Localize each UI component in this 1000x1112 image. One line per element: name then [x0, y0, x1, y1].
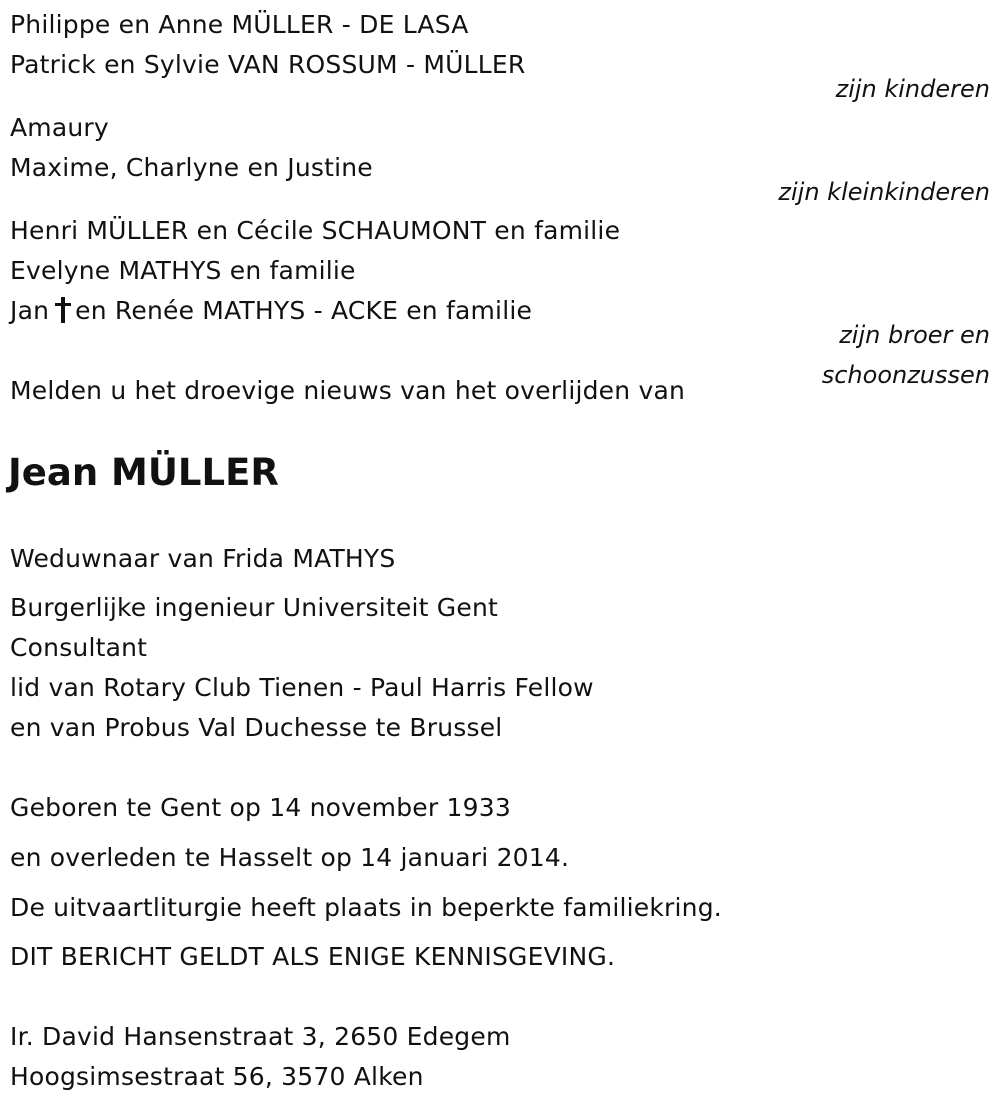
- sibling-jan-rest: en Renée MATHYS - ACKE en familie: [75, 296, 533, 325]
- birth-line: Geboren te Gent op 14 november 1933: [10, 793, 511, 822]
- career-line: Consultant: [10, 633, 148, 662]
- grandchild-line: Maxime, Charlyne en Justine: [10, 153, 373, 182]
- address-line: Ir. David Hansenstraat 3, 2650 Edegem: [10, 1022, 511, 1051]
- sibling-line-jan: [10, 295, 532, 327]
- deceased-name: Jean MÜLLER: [8, 451, 279, 494]
- role-children: zijn kinderen: [835, 75, 990, 103]
- career-line: Burgerlijke ingenieur Universiteit Gent: [10, 593, 498, 622]
- sibling-line: Evelyne MATHYS en familie: [10, 256, 356, 285]
- child-line: Philippe en Anne MÜLLER - DE LASA: [10, 10, 469, 39]
- address-line: Hoogsimsestraat 56, 3570 Alken: [10, 1062, 424, 1091]
- funeral-line: De uitvaartliturgie heeft plaats in beperkte familiekring.: [10, 893, 722, 922]
- sibling-line: Henri MÜLLER en Cécile SCHAUMONT en familie: [10, 216, 621, 245]
- cross-icon: [55, 297, 71, 323]
- grandchild-line: Amaury: [10, 113, 109, 142]
- notice-line: DIT BERICHT GELDT ALS ENIGE KENNISGEVING.: [10, 942, 616, 971]
- sibling-jan-name: Jan: [10, 296, 50, 325]
- child-line: Patrick en Sylvie VAN ROSSUM - MÜLLER: [10, 50, 526, 79]
- role-grandchildren: zijn kleinkinderen: [778, 178, 990, 206]
- role-siblings-line1: zijn broer en: [839, 321, 990, 349]
- widower-line: Weduwnaar van Frida MATHYS: [10, 544, 396, 573]
- death-line: en overleden te Hasselt op 14 januari 2014.: [10, 843, 570, 872]
- career-line: lid van Rotary Club Tienen - Paul Harris Fellow: [10, 673, 594, 702]
- career-line: en van Probus Val Duchesse te Brussel: [10, 713, 503, 742]
- role-siblings-line2: schoonzussen: [821, 361, 990, 389]
- announcement: Melden u het droevige nieuws van het overlijden van: [10, 376, 686, 405]
